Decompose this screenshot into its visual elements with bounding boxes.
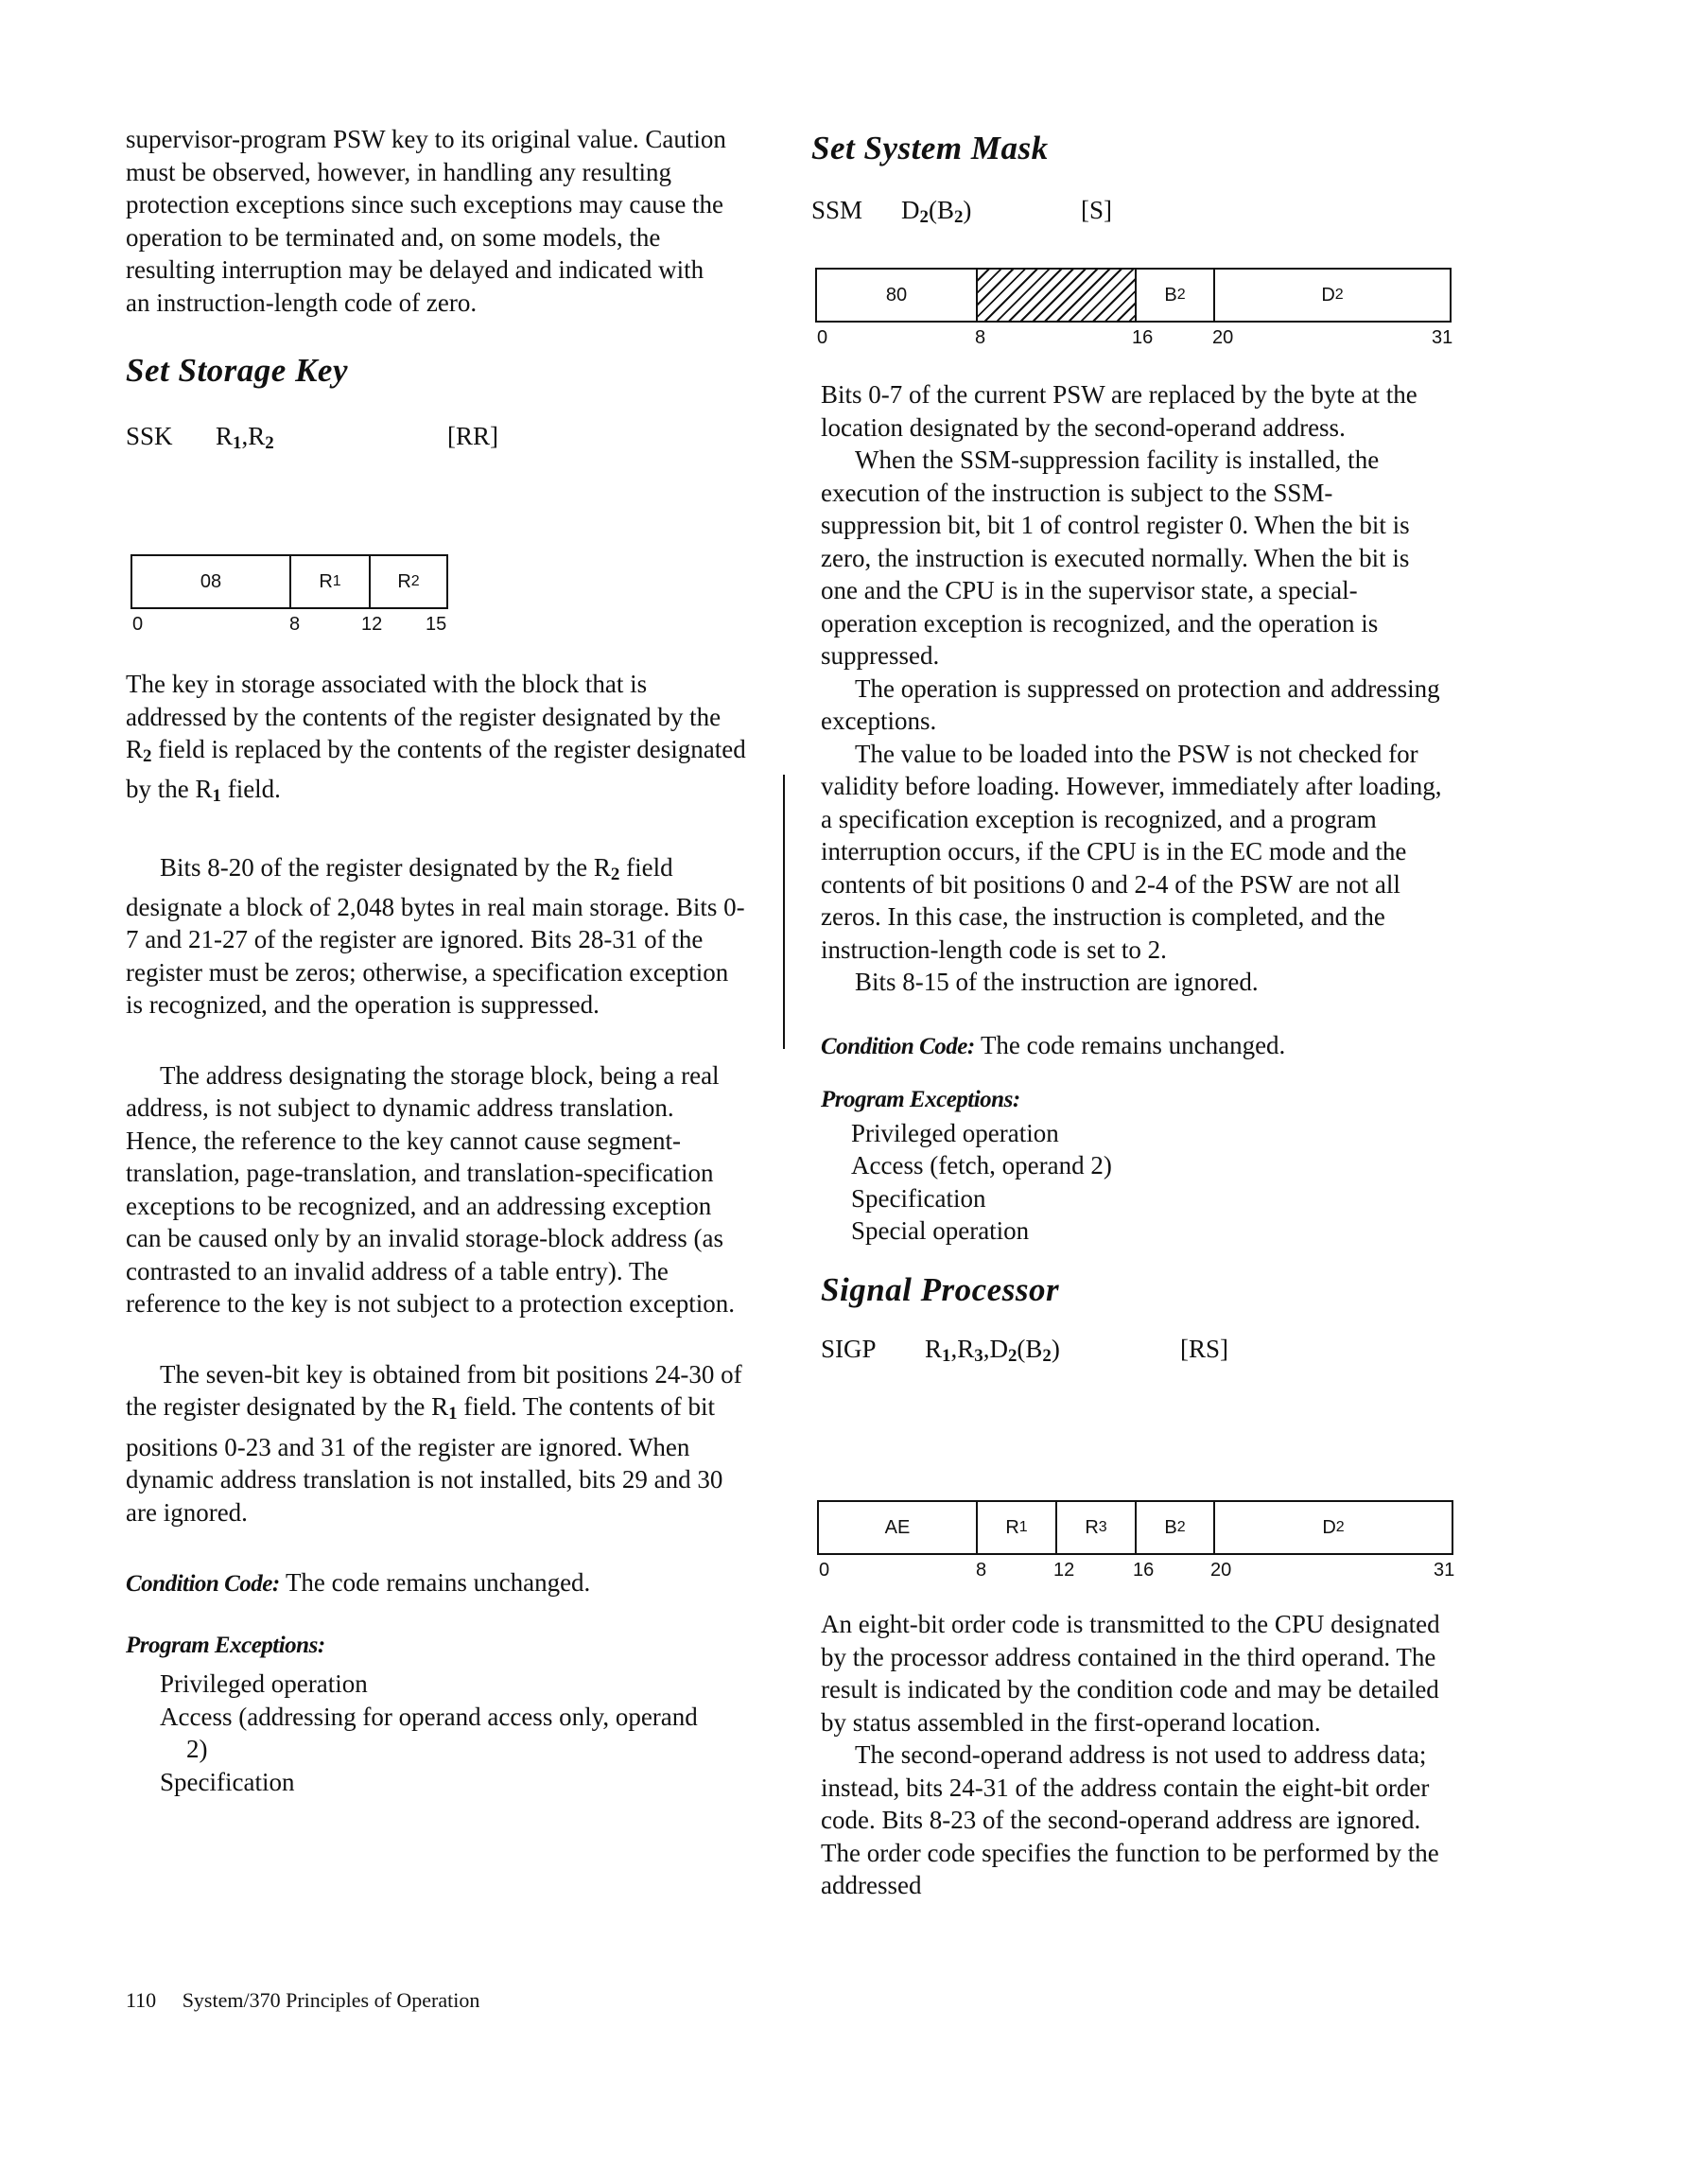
bit-label: 8 bbox=[289, 614, 301, 635]
ssm-body bbox=[821, 378, 1450, 1372]
ssm-paragraph: Bits 0-7 of the current PSW are replaced by the byte at the location designated by the second-operand address. bbox=[821, 380, 1417, 442]
ssk-field-opcode: 08 bbox=[132, 556, 291, 607]
exception-item: Privileged operation bbox=[160, 1669, 368, 1699]
bit-label: 8 bbox=[975, 327, 986, 348]
ssm-field-d2: D 2 bbox=[1321, 284, 1344, 306]
ssk-format-type: [RR] bbox=[447, 421, 498, 450]
ssm-field-opcode: 80 bbox=[817, 270, 978, 321]
ssk-exceptions-list bbox=[126, 1668, 750, 1798]
exception-item: Specification bbox=[160, 1767, 295, 1796]
ssm-paragraph: When the SSM-suppression facility is installed, the execution of the instruction is subject to the SSM-suppression bit, bit 1 of control register 0. When the bit is zero, the instruction is executed normally. When the bit is one and the CPU is in the supervisor state, a special-operation exception is recognized, and the operation is suppressed. bbox=[821, 446, 1410, 670]
ssk-exceptions-heading: Program Exceptions: bbox=[126, 1632, 325, 1658]
bit-label: 31 bbox=[1434, 1560, 1455, 1581]
bit-label: 20 bbox=[1212, 327, 1234, 348]
ssm-paragraph: The value to be loaded into the PSW is not checked for validity before loading. However, immediately after loading, a specification exception is recognized, and a program interruption occurs, if the CPU is in the EC mode and the contents of bit positions 0 and 2-4 of the PSW are not all zeros. In this case, the instruction is completed, and the instruction-length code is set to 2. bbox=[821, 739, 1442, 964]
ssm-operands: $D_2(B_2)$ bbox=[901, 195, 972, 227]
ssk-format-diagram bbox=[130, 554, 448, 609]
sigp-field-b2: B 2 bbox=[1137, 1502, 1215, 1553]
ssm-paragraph: The operation is suppressed on protection and addressing exceptions. bbox=[821, 673, 1440, 735]
ssm-format-type: [S] bbox=[1081, 195, 1112, 224]
page-number: 110 bbox=[126, 1988, 157, 2012]
ssm-condition-code: Condition Code: The code remains unchanged. bbox=[821, 1030, 1286, 1059]
bit-label: 0 bbox=[817, 327, 828, 348]
sigp-format-diagram bbox=[817, 1500, 1453, 1555]
bit-label: 0 bbox=[819, 1560, 830, 1581]
exception-item: Privileged operation bbox=[851, 1118, 1059, 1147]
ssk-paragraph: Bits 8-20 of the register designated by the $R_2$ field designate a block of 2,048 bytes in real main storage. Bits 0-7 and 21-27 of the register are ignored. Bits 28-31 of the register must be zeros; otherwise, a specification exception is recognized, and the operation is suppressed. bbox=[126, 852, 745, 1020]
sigp-field-opcode: AE bbox=[819, 1502, 978, 1553]
sigp-section-title: Signal Processor bbox=[821, 1270, 1060, 1308]
ssk-operands: $R_1,R_2$ bbox=[216, 421, 274, 453]
bit-label: 20 bbox=[1210, 1560, 1232, 1581]
revision-change-bar bbox=[783, 775, 785, 1049]
exception-item: Access (addressing for operand access only, operand 2) bbox=[160, 1702, 698, 1764]
ssk-body bbox=[126, 668, 750, 1798]
sigp-paragraph: The second-operand address is not used to address data; instead, bits 24-31 of the address contain the eight-bit order code. Bits 8-23 of the second-operand address are ignored. The order code specifies the function to be performed by the addressed bbox=[821, 1740, 1439, 1899]
sigp-paragraph: An eight-bit order code is transmitted to the CPU designated by the processor address contained in the third operand. The result is indicated by the condition code and may be detailed by status assembled in the first-operand location. bbox=[821, 1610, 1440, 1737]
bit-label: 12 bbox=[1053, 1560, 1075, 1581]
sigp-operands: $R_1,R_3,D_2(B_2)$ bbox=[925, 1335, 1060, 1366]
bit-label: 16 bbox=[1133, 1560, 1155, 1581]
publication-title: System/370 Principles of Operation bbox=[182, 1988, 480, 2012]
ssk-paragraph: The seven-bit key is obtained from bit positions 24-30 of the register designated by the $R_1$ field. The contents of bit positions 0-23 and 31 of the register are ignored. When dynamic address translation is not installed, bits 29 and 30 are ignored. bbox=[126, 1359, 742, 1527]
ssm-field-unused-hatched bbox=[978, 270, 1137, 321]
ssm-mnemonic: SSM bbox=[811, 195, 863, 224]
exception-item: Special operation bbox=[851, 1216, 1030, 1245]
ssm-format-diagram bbox=[815, 268, 1452, 323]
sigp-mnemonic: SIGP bbox=[821, 1335, 877, 1363]
left-column bbox=[126, 123, 750, 460]
ssk-paragraph: The key in storage associated with the block that is addressed by the contents of the register designated by the $R_2$ field is replaced by the contents of the register designated by the $R_1$ field. bbox=[126, 670, 746, 807]
bit-label: 16 bbox=[1132, 327, 1154, 348]
bit-label: 31 bbox=[1432, 327, 1453, 348]
ssk-section-title: Set Storage Key bbox=[126, 352, 348, 389]
intro-paragraph: supervisor-program PSW key to its original value. Caution must be observed, however, in handling any resulting protection exceptions since such exceptions may cause the operation to be terminated and, on some models, the resulting interruption may be delayed and indicated with an instruction-length code of zero. bbox=[126, 125, 726, 317]
sigp-format-line bbox=[821, 1333, 1450, 1372]
bit-label: 0 bbox=[132, 614, 144, 635]
bit-label: 12 bbox=[361, 614, 383, 635]
page-footer bbox=[126, 1988, 479, 2013]
ssk-paragraph: The address designating the storage block, being a real address, is not subject to dynamic address translation. Hence, the reference to the key cannot cause segment-translation, page-translation, and translation-specification exceptions to be recognized, and an addressing exception can be caused only by an invalid storage-block address (as contrasted to an invalid address of a table entry). The reference to the key is not subject to a protection exception. bbox=[126, 1060, 736, 1319]
sigp-body bbox=[821, 1608, 1450, 1902]
sigp-field-r1: R 1 bbox=[978, 1502, 1057, 1553]
bit-label: 15 bbox=[426, 614, 447, 635]
sigp-field-d2: D 2 bbox=[1322, 1516, 1345, 1538]
ssk-condition-code: Condition Code: The code remains unchanged. bbox=[126, 1568, 591, 1598]
exception-item: Access (fetch, operand 2) bbox=[851, 1151, 1112, 1179]
bit-label: 8 bbox=[976, 1560, 987, 1581]
ssm-format-line bbox=[811, 194, 1440, 234]
ssm-field-b2: B 2 bbox=[1137, 270, 1215, 321]
ssk-mnemonic: SSK bbox=[126, 421, 173, 450]
ssk-format-line bbox=[126, 420, 750, 460]
ssk-field-r1: R 1 bbox=[291, 556, 371, 607]
ssm-exceptions-heading: Program Exceptions: bbox=[821, 1087, 1020, 1112]
ssm-exceptions-list bbox=[821, 1117, 1450, 1248]
ssk-field-r2: R 2 bbox=[397, 570, 420, 592]
sigp-field-r3: R 3 bbox=[1057, 1502, 1137, 1553]
right-column bbox=[811, 123, 1440, 234]
sigp-format-type: [RS] bbox=[1180, 1335, 1229, 1363]
ssm-section-title: Set System Mask bbox=[811, 130, 1049, 166]
ssm-paragraph: Bits 8-15 of the instruction are ignored. bbox=[855, 968, 1259, 996]
exception-item: Specification bbox=[851, 1183, 986, 1213]
